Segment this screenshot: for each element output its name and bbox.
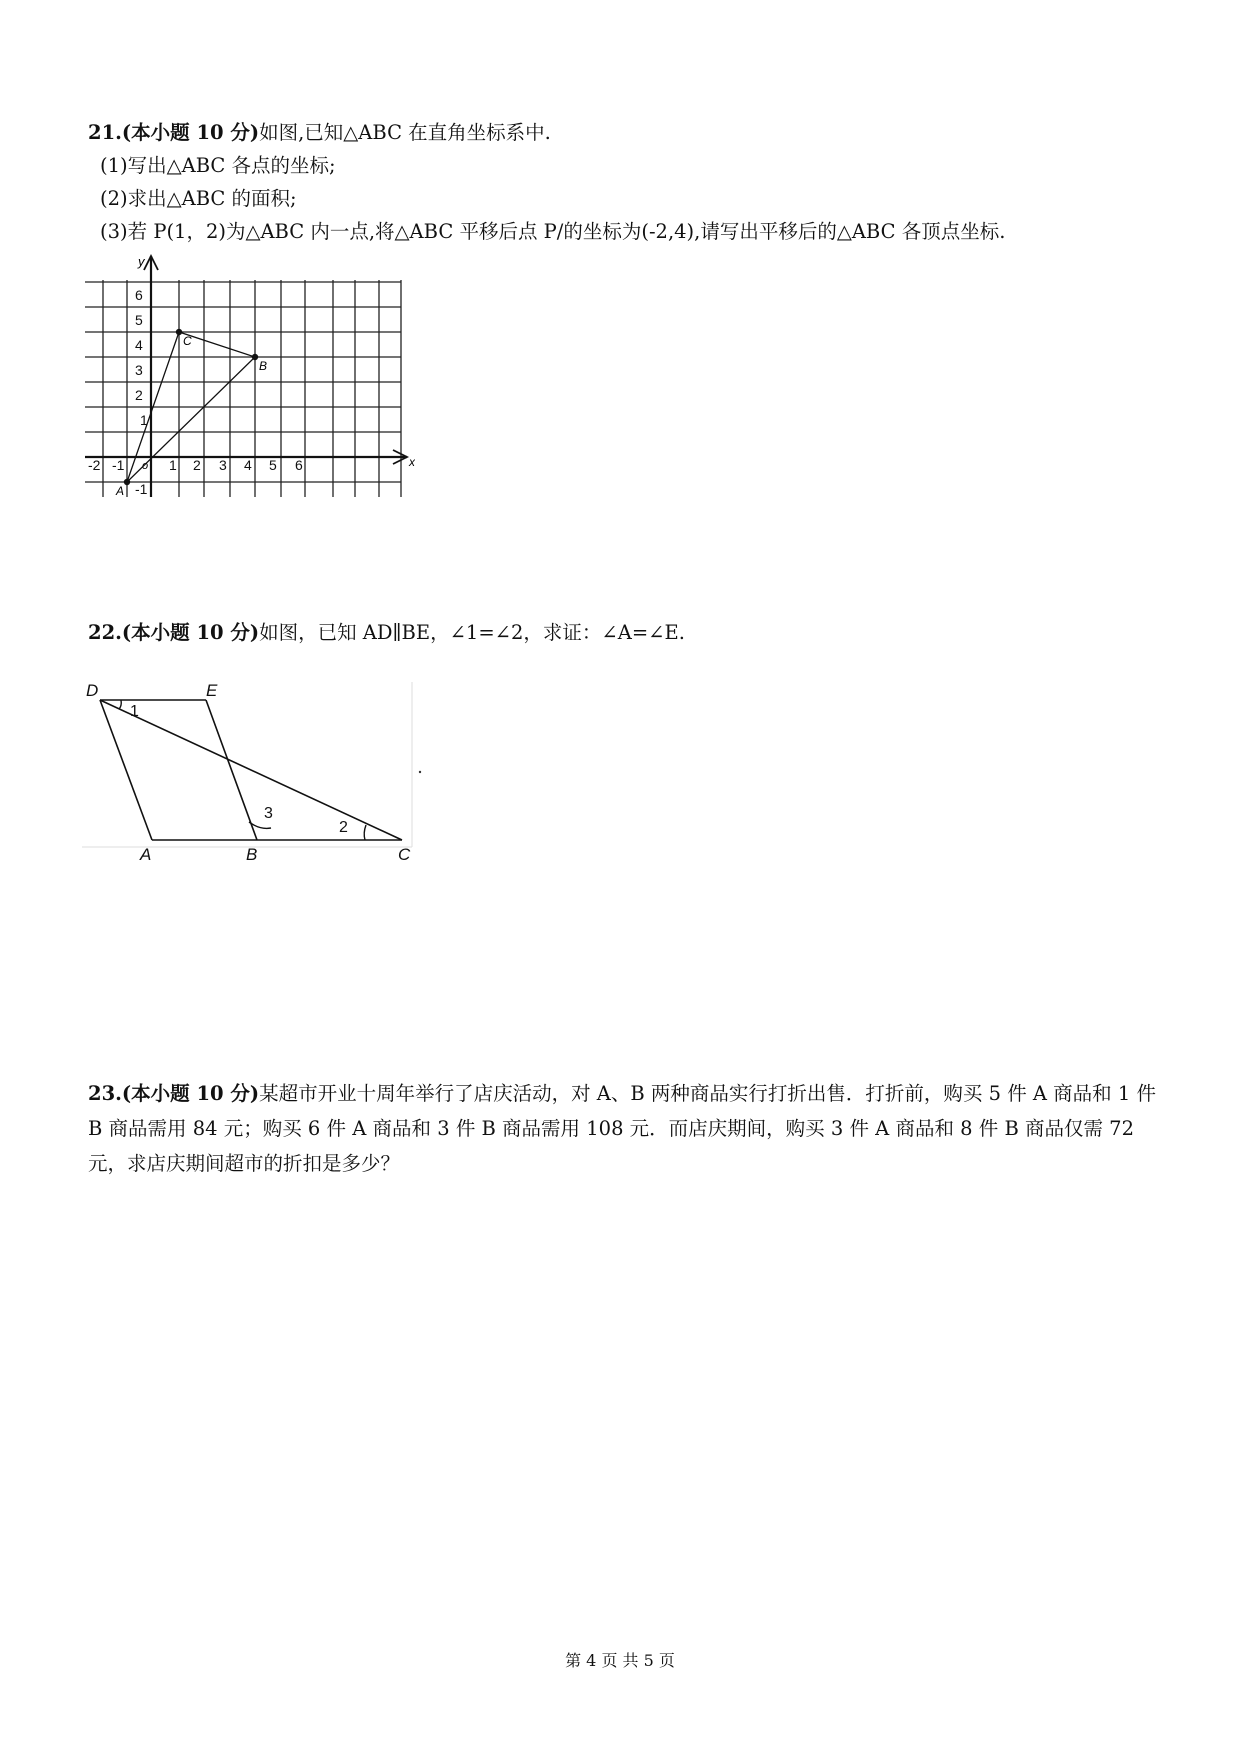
label-e: E xyxy=(206,681,218,700)
x-tick-label: 4 xyxy=(244,457,252,473)
question-22-heading: 22.(本小题 10 分) xyxy=(88,621,260,644)
angle-2-label: 2 xyxy=(339,819,348,836)
x-tick-label: -1 xyxy=(112,457,125,473)
label-a: A xyxy=(140,845,152,862)
question-21-part-2: (2)求出△ABC 的面积; xyxy=(100,187,297,210)
question-22-stem: 如图，已知 AD∥BE，∠1=∠2，求证：∠A=∠E. xyxy=(259,621,685,644)
question-23-heading: 23.(本小题 10 分) xyxy=(88,1082,260,1105)
point-a xyxy=(124,479,130,485)
stray-dot xyxy=(419,771,421,773)
y-tick-label: 6 xyxy=(135,287,143,303)
y-tick-label: 2 xyxy=(135,387,143,403)
x-axis-label: x xyxy=(409,455,415,469)
question-21 xyxy=(88,120,1168,245)
point-a-label: A xyxy=(116,484,125,497)
question-21-part-3: (3)若 P(1，2)为△ABC 内一点,将△ABC 平移后点 P/的坐标为(-2,4),请写出平移后的△ABC 各顶点坐标. xyxy=(100,220,1006,243)
label-d: D xyxy=(86,681,99,700)
question-23 xyxy=(88,1076,1166,1181)
y-tick-label: 3 xyxy=(135,362,143,378)
page-footer: 第 4 页 共 5 页 xyxy=(565,1651,675,1670)
point-c xyxy=(176,329,182,335)
question-21-heading: 21.(本小题 10 分) xyxy=(88,121,260,144)
question-21-part-1: (1)写出△ABC 各点的坐标; xyxy=(100,154,336,177)
point-c-label: C xyxy=(183,334,192,348)
point-b xyxy=(252,354,258,360)
question-22 xyxy=(88,620,1168,646)
x-tick-label: 5 xyxy=(269,457,277,473)
angle-1-arc xyxy=(119,700,121,709)
angle-2-arc xyxy=(364,825,366,840)
angle-1-label: 1 xyxy=(130,703,139,720)
parallel-lines-figure xyxy=(82,672,427,862)
angle-3-label: 3 xyxy=(264,805,273,822)
y-tick-label: 4 xyxy=(135,337,143,353)
y-tick-label: 1 xyxy=(140,412,148,428)
y-tick-label: -1 xyxy=(135,481,148,497)
label-b: B xyxy=(246,845,258,862)
x-tick-label: 6 xyxy=(295,457,303,473)
x-tick-label: 1 xyxy=(169,457,177,473)
origin-label: o xyxy=(142,460,149,472)
question-21-stem: 如图,已知△ABC 在直角坐标系中. xyxy=(259,121,551,144)
x-tick-label: 2 xyxy=(193,457,201,473)
point-b-label: B xyxy=(259,359,268,373)
y-axis-label: y xyxy=(138,254,145,269)
y-tick-label: 5 xyxy=(135,312,143,328)
label-c: C xyxy=(398,845,411,862)
coordinate-grid-figure xyxy=(85,252,415,497)
segment-dc xyxy=(100,700,402,840)
x-tick-label: 3 xyxy=(219,457,227,473)
question-23-stem: 某超市开业十周年举行了店庆活动，对 A、B 两种商品实行打折出售．打折前，购买 5 件 A 商品和 1 件 B 商品需用 84 元；购买 6 件 A 商品和 3 件 B 商品需用 108 元．而店庆期间，购买 3 件 A 商品和 8 件 B 商品仅需 72 元，求店庆期间超市的折扣是多少？ xyxy=(88,1082,1156,1175)
x-tick-label: -2 xyxy=(88,457,101,473)
